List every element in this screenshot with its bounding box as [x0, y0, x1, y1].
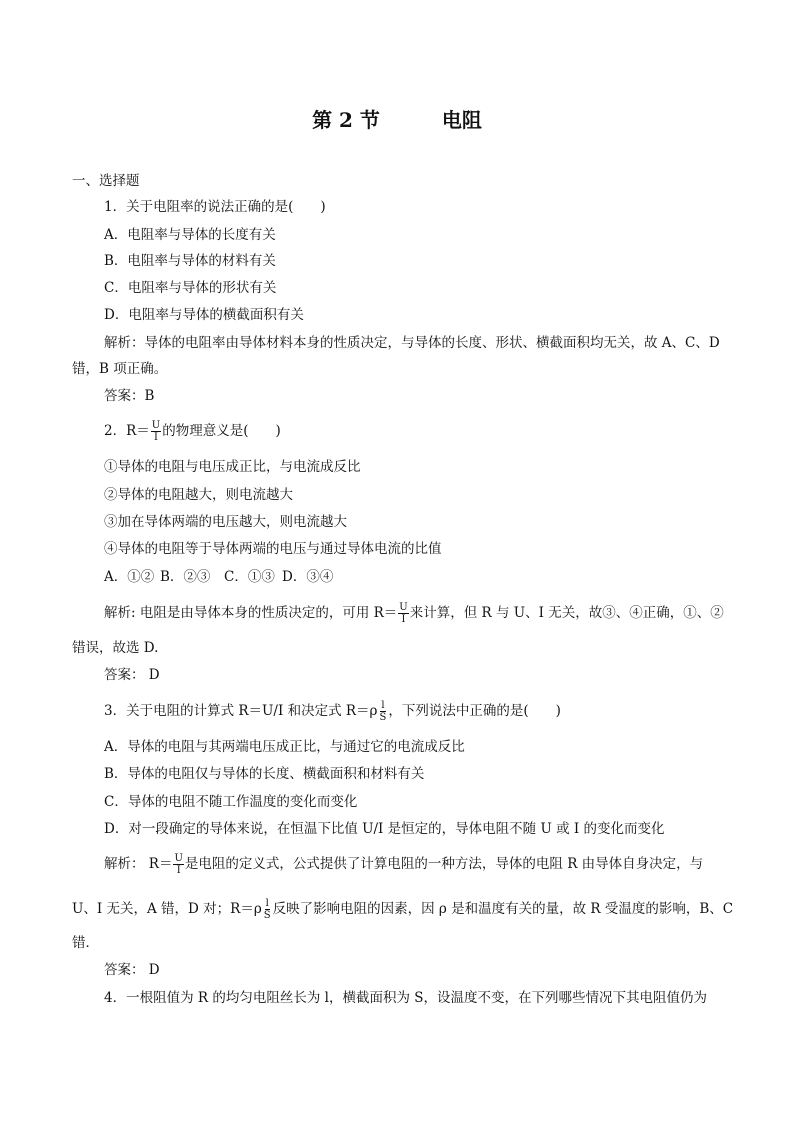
q3-analysis-fraction	[173, 853, 183, 876]
q1-option-d: D．电阻率与导体的横截面积有关	[104, 307, 304, 323]
q1-option-b: B．电阻率与导体的材料有关	[104, 253, 276, 269]
q3-analysis2-post: 反映了影响电阻的因素，因 ρ 是和温度有关的量，故 R 受温度的影响，B、C	[272, 901, 734, 917]
q3-analysis2-fraction	[263, 898, 272, 921]
q3-analysis	[104, 853, 703, 876]
q2-option-a: A．①②	[104, 569, 155, 585]
q2-item-2: ②导体的电阻越大，则电流越大	[104, 487, 293, 503]
q2-stem	[104, 420, 281, 443]
q1-analysis-cont: 错，B 项正确。	[72, 361, 168, 377]
q3-option-c: C．导体的电阻不随工作温度的变化而变化	[104, 794, 358, 810]
q3-frac-den: S	[379, 712, 387, 723]
q3-frac-num: l	[381, 700, 385, 711]
q3-analysis2-den: S	[263, 910, 271, 921]
q3-stem-pre: 3．关于电阻的计算式 R＝U/I 和决定式 R＝ρ	[104, 703, 378, 719]
q3-option-b: B．导体的电阻仅与导体的长度、横截面积和材料有关	[104, 766, 425, 782]
q2-analysis-post: 来计算，但 R 与 U、I 无关，故③、④正确，①、②	[409, 605, 724, 621]
q2-item-4: ④导体的电阻等于导体两端的电压与通过导体电流的比值	[104, 541, 442, 557]
q2-answer: 答案： D	[104, 667, 160, 683]
q2-option-b: B．②③	[160, 569, 211, 585]
q3-analysis2-num: l	[265, 898, 269, 909]
q3-analysis-cont: 错．	[72, 935, 99, 951]
q2-frac-den: I	[154, 432, 158, 443]
section-name: 电阻	[441, 108, 482, 132]
q2-analysis-num: U	[399, 602, 408, 613]
q1-stem: 1．关于电阻率的说法正确的是( )	[104, 199, 326, 215]
q4-stem: 4．一根阻值为 R 的均匀电阻丝长为 l，横截面积为 S，设温度不变，在下列哪些情况下其电阻值仍为	[104, 990, 707, 1006]
q1-answer: 答案：B	[104, 388, 155, 404]
q2-analysis-pre: 解析: 电阻是由导体本身的性质决定的，可用 R＝	[104, 605, 398, 621]
q3-answer: 答案： D	[104, 962, 160, 978]
q1-option-a: A．电阻率与导体的长度有关	[104, 227, 276, 243]
q2-analysis-fraction	[398, 602, 408, 625]
section-number: 第 2 节	[312, 108, 380, 132]
q3-option-a: A．导体的电阻与其两端电压成正比，与通过它的电流成反比	[104, 739, 465, 755]
q3-stem	[104, 700, 561, 723]
q1-option-c: C．电阻率与导体的形状有关	[104, 280, 277, 296]
q3-option-d: D．对一段确定的导体来说，在恒温下比值 U/I 是恒定的，导体电阻不随 U 或 I 的变化而变化	[104, 821, 665, 837]
q2-options	[104, 568, 333, 586]
q2-item-1: ①导体的电阻与电压成正比，与电流成反比	[104, 459, 361, 475]
q3-analysis-line2	[72, 898, 733, 921]
q3-analysis2-pre: U、I 无关，A 错，D 对；R＝ρ	[72, 901, 262, 917]
q3-fraction	[379, 700, 388, 723]
q2-analysis-cont: 错误，故选 D.	[72, 640, 159, 656]
page-title	[0, 104, 794, 133]
q3-analysis-num: U	[174, 853, 183, 864]
q2-stem-post: 的物理意义是( )	[162, 423, 281, 439]
q1-analysis: 解析：导体的电阻率由导体材料本身的性质决定，与导体的长度、形状、横截面积均无关，故 A、C、D	[104, 335, 720, 351]
q2-item-3: ③加在导体两端的电压越大，则电流越大	[104, 514, 347, 530]
q2-option-d: D．③④	[282, 569, 334, 585]
q2-analysis	[104, 602, 724, 625]
q2-stem-pre: 2．R＝	[104, 423, 150, 439]
q2-analysis-den: I	[401, 614, 406, 625]
q2-fraction	[151, 420, 161, 443]
q2-frac-num: U	[151, 420, 161, 431]
q3-analysis-post: 是电阻的定义式，公式提供了计算电阻的一种方法，导体的电阻 R 由导体自身决定，与	[184, 856, 704, 872]
part-heading: 一、选择题	[72, 173, 140, 189]
q3-analysis-den: I	[176, 865, 181, 876]
q2-option-c: C．①③	[224, 569, 275, 585]
q3-analysis-pre: 解析： R＝	[104, 856, 173, 872]
q3-stem-post: ，下列说法中正确的是( )	[388, 703, 561, 719]
